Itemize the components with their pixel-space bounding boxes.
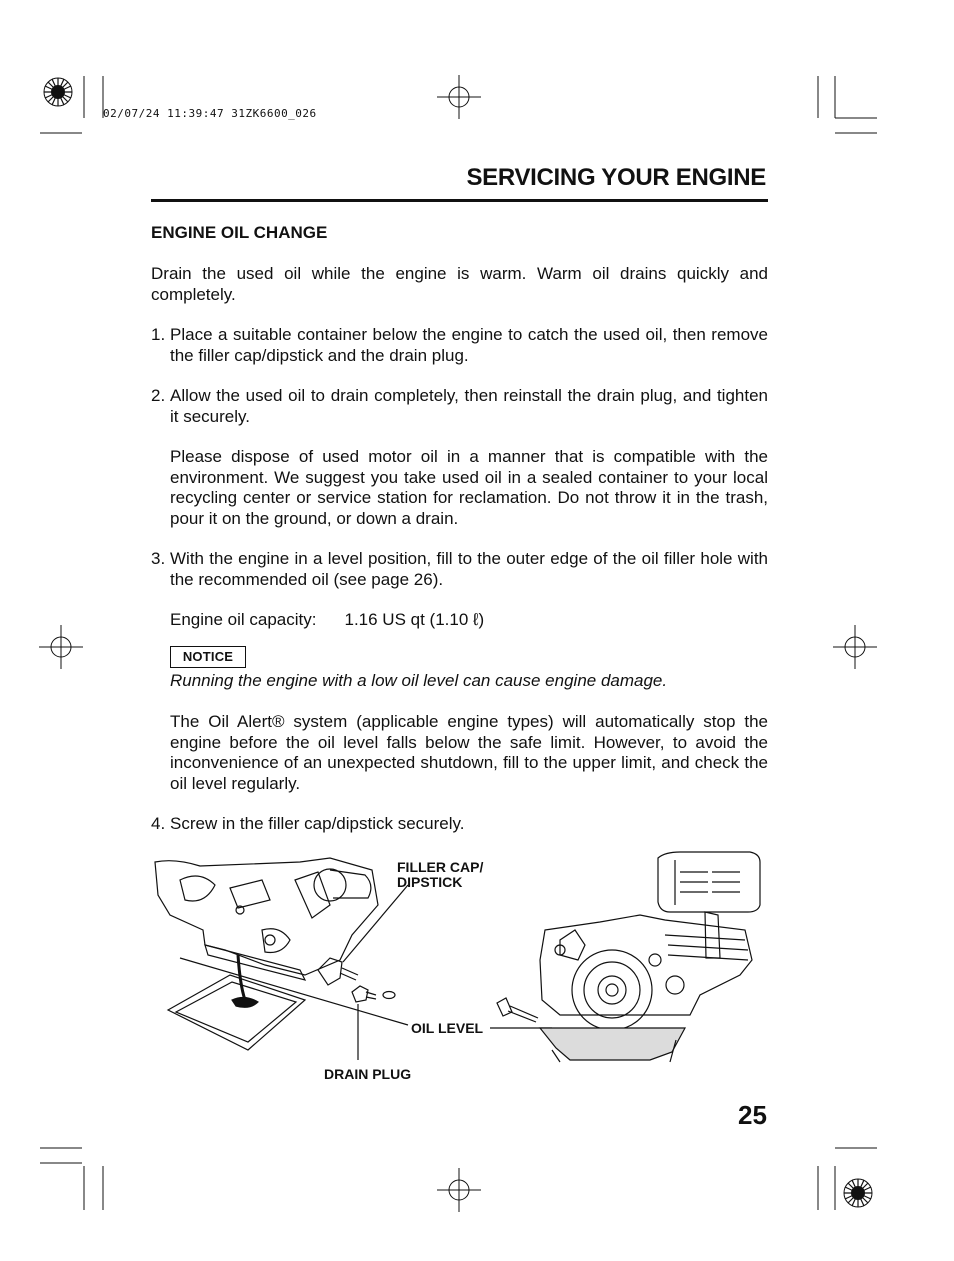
step-number: 4. (151, 814, 166, 833)
step-text: Allow the used oil to drain completely, then reinstall the drain plug, and tighten it securely. (170, 386, 768, 426)
intro-paragraph: Drain the used oil while the engine is warm. Warm oil drains quickly and completely. (151, 264, 768, 304)
filler-cap-label (397, 860, 483, 890)
oil-level-label: OIL LEVEL (411, 1020, 484, 1036)
section-title: SERVICING YOUR ENGINE (466, 164, 766, 191)
page-number: 25 (738, 1100, 767, 1130)
drain-plug-label: DRAIN PLUG (324, 1066, 412, 1082)
subsection-heading: ENGINE OIL CHANGE (151, 223, 328, 242)
step-text: Place a suitable container below the engine to catch the used oil, then remove the filler cap/dipstick and the drain plug. (170, 325, 768, 365)
oil-alert-paragraph: The Oil Alert® system (applicable engine types) will automatically stop the engine before the oil level falls below the safe limit. However, to avoid the inconvenience of an unexpected shutdown, fill to the upper limit, and check the oil level regularly. (170, 712, 768, 793)
filler-cap-label-line1: FILLER CAP/ (397, 859, 484, 875)
capacity-value: 1.16 US qt (1.10 ℓ) (344, 610, 485, 629)
notice-box: NOTICE (170, 646, 246, 668)
step-number: 1. (151, 325, 166, 344)
step-number: 3. (151, 549, 166, 568)
step-text: With the engine in a level position, fill to the outer edge of the oil filler hole with the recommended oil (see page 26). (170, 549, 768, 589)
notice-warning: Running the engine with a low oil level can cause engine damage. (170, 671, 668, 690)
capacity-label: Engine oil capacity: (170, 610, 317, 629)
step-text: Screw in the filler cap/dipstick securely. (170, 814, 465, 833)
disposal-paragraph: Please dispose of used motor oil in a manner that is compatible with the environment. We suggest you take used oil in a sealed container to your local recycling center or service station for reclamation. Do not throw it in the trash, pour it on the ground, or down a drain. (170, 447, 768, 528)
print-slug: 02/07/24 11:39:47 31ZK6600_026 (103, 107, 317, 120)
filler-cap-label-line2: DIPSTICK (397, 874, 463, 890)
step-number: 2. (151, 386, 166, 405)
